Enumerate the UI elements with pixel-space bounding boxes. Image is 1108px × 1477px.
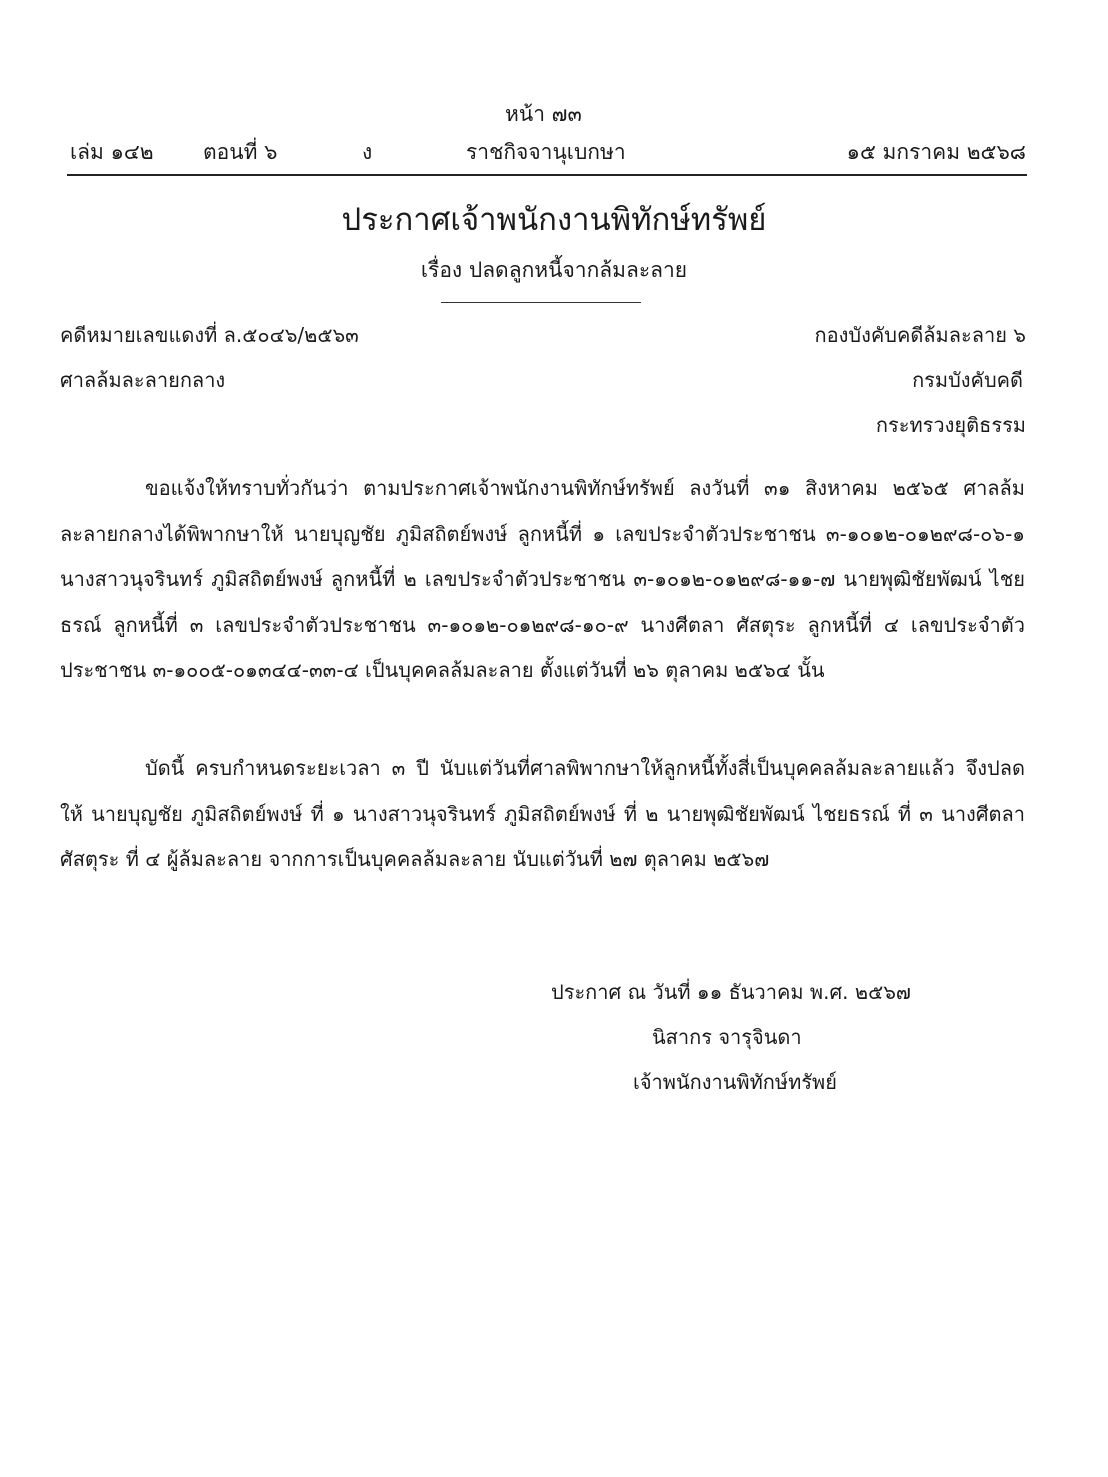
division-name: กองบังคับคดีล้มละลาย ๖: [814, 323, 1026, 347]
case-number: คดีหมายเลขแดงที่ ล.๕๐๔๖/๒๕๖๓: [60, 323, 359, 347]
title-divider: [441, 302, 641, 303]
signer-name: นิสากร จารุจินดา: [652, 1025, 802, 1049]
body-paragraph-2: บัดนี้ ครบกำหนดระยะเวลา ๓ ปี นับแต่วันที่ศาลพิพากษาให้ลูกหนี้ทั้งสี่เป็นบุคคลล้มละลายแล้ว จึงปลดให้ นายบุญชัย ภูมิสถิตย์พงษ์ ที่ ๑ นางสาวนุจรินทร์ ภูมิสถิตย์พงษ์ ที่ ๒ นายพุฒิชัยพัฒน์ ไชยธรณ์ ที่ ๓ นางศีตลา ศัสตุระ ที่ ๔ ผู้ล้มละลาย จากการเป็นบุคคลล้มละลาย นับแต่วันที่ ๒๗ ตุลาคม ๒๕๖๗: [60, 756, 1025, 872]
gazette-name: ราชกิจจานุเบกษา: [466, 140, 626, 164]
document-subject: เรื่อง ปลดลูกหนี้จากล้มละลาย: [420, 258, 688, 282]
page-number: หน้า ๗๓: [505, 102, 582, 126]
body-paragraph-1: ขอแจ้งให้ทราบทั่วกันว่า ตามประกาศเจ้าพนักงานพิทักษ์ทรัพย์ ลงวันที่ ๓๑ สิงหาคม ๒๕๖๕ ศาลล้มละลายกลางได้พิพากษาให้ นายบุญชัย ภูมิสถิตย์พงษ์ ลูกหนี้ที่ ๑ เลขประจำตัวประชาชน ๓-๑๐๑๒-๐๑๒๙๘-๐๖-๑ นางสาวนุจรินทร์ ภูมิสถิตย์พงษ์ ลูกหนี้ที่ ๒ เลขประจำตัวประชาชน ๓-๑๐๑๒-๐๑๒๙๘-๑๑-๗ นายพุฒิชัยพัฒน์ ไชยธรณ์ ลูกหนี้ที่ ๓ เลขประจำตัวประชาชน ๓-๑๐๑๒-๐๑๒๙๘-๑๐-๙ นางศีตลา ศัสตุระ ลูกหนี้ที่ ๔ เลขประจำตัวประชาชน ๓-๑๐๐๕-๐๑๓๔๔-๓๓-๔ เป็นบุคคลล้มละลาย ตั้งแต่วันที่ ๒๖ ตุลาคม ๒๕๖๔ นั้น: [60, 476, 1025, 683]
document-title: ประกาศเจ้าพนักงานพิทักษ์ทรัพย์: [341, 202, 767, 238]
gazette-date: ๑๕ มกราคม ๒๕๖๘: [846, 140, 1026, 164]
section-letter: ง: [362, 140, 373, 164]
header-rule: [67, 174, 1027, 176]
department-name: กรมบังคับคดี: [912, 368, 1023, 392]
volume-number: เล่ม ๑๔๒: [70, 140, 154, 164]
ministry-name: กระทรวงยุติธรรม: [875, 413, 1026, 437]
section-number: ตอนที่ ๖: [203, 140, 278, 164]
announcement-date: ประกาศ ณ วันที่ ๑๑ ธันวาคม พ.ศ. ๒๕๖๗: [551, 980, 911, 1004]
court-name: ศาลล้มละลายกลาง: [60, 368, 226, 392]
signer-position: เจ้าพนักงานพิทักษ์ทรัพย์: [633, 1070, 837, 1094]
